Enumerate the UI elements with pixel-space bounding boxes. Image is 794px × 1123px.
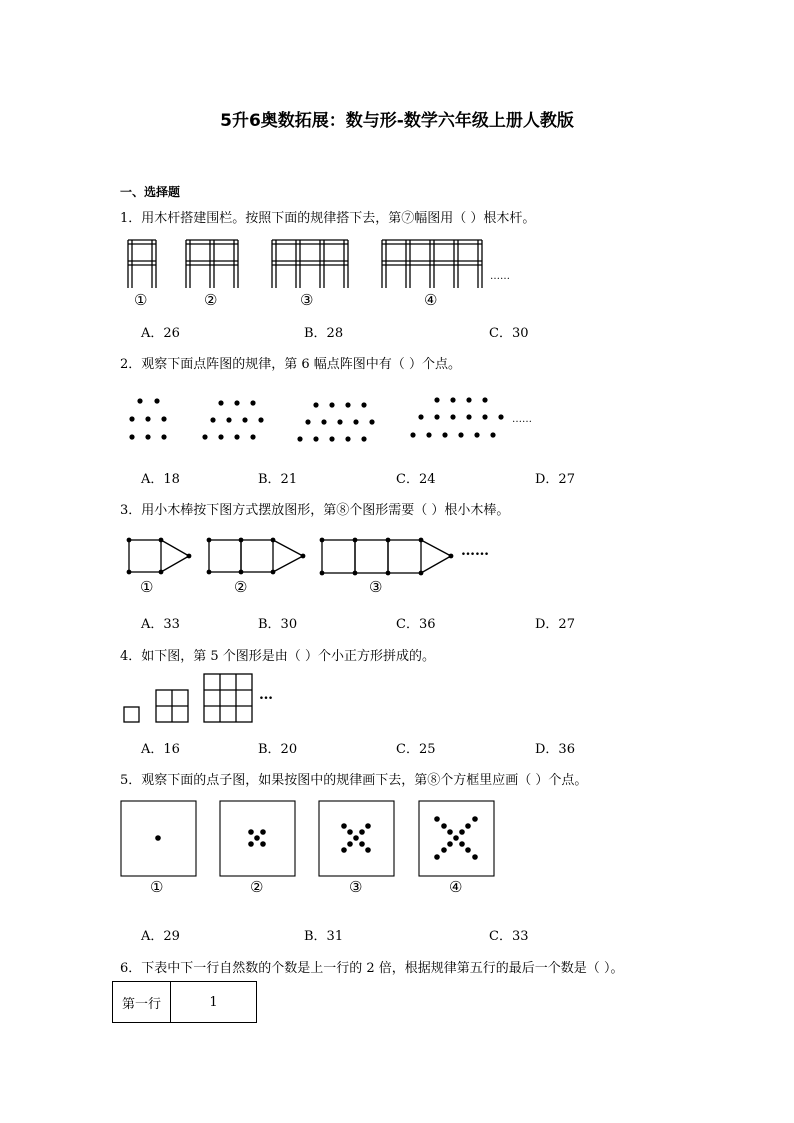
- question-3-ellipsis: ……: [461, 543, 489, 559]
- question-5-text: 5．观察下面的点子图，如果按图中的规律画下去，第⑧个方框里应画（ ）个点。: [120, 773, 588, 788]
- question-1-option-c[interactable]: C．30: [489, 326, 529, 341]
- question-5-label-3: ③: [349, 878, 363, 896]
- question-2-text: 2．观察下面点阵图的规律，第 6 幅点阵图中有（ ）个点。: [120, 357, 461, 372]
- question-1-label-2: ②: [204, 291, 218, 309]
- question-5-option-b[interactable]: B．31: [304, 929, 344, 944]
- question-4-ellipsis: …: [259, 687, 273, 703]
- question-4-option-b[interactable]: B．20: [258, 742, 298, 757]
- question-3-label-3: ③: [369, 578, 383, 596]
- question-1-label-1: ①: [134, 291, 148, 309]
- page-title: 5升6奥数拓展：数与形-数学六年级上册人教版: [220, 111, 574, 131]
- table-row-label: 第一行: [113, 982, 171, 1023]
- question-1-ellipsis: ……: [490, 271, 510, 282]
- question-4-text: 4．如下图，第 5 个图形是由（ ）个小正方形拼成的。: [120, 649, 435, 664]
- question-6-table: [112, 981, 257, 1023]
- question-3-option-c[interactable]: C．36: [396, 617, 436, 632]
- question-3-option-b[interactable]: B．30: [258, 617, 298, 632]
- question-1-label-3: ③: [300, 291, 314, 309]
- question-5-label-1: ①: [150, 878, 164, 896]
- question-3-text: 3．用小木棒按下图方式摆放图形，第⑧个图形需要（ ）根小木棒。: [120, 503, 510, 518]
- question-3-option-d[interactable]: D．27: [535, 617, 575, 632]
- question-3-option-a[interactable]: A．33: [141, 617, 180, 632]
- table-row-value: 1: [171, 982, 257, 1023]
- question-2-option-c[interactable]: C．24: [396, 472, 436, 487]
- question-1-text: 1．用木杆搭建围栏。按照下面的规律搭下去，第⑦幅图用（ ）根木杆。: [120, 211, 536, 226]
- section-heading: 一、选择题: [120, 185, 181, 199]
- question-2-option-b[interactable]: B．21: [258, 472, 298, 487]
- question-5-label-4: ④: [449, 878, 463, 896]
- table-row: [113, 982, 257, 1023]
- question-1-label-4: ④: [424, 291, 438, 309]
- question-2-option-a[interactable]: A．18: [141, 472, 180, 487]
- question-1-option-b[interactable]: B．28: [304, 326, 344, 341]
- question-3-label-2: ②: [234, 578, 248, 596]
- question-2-ellipsis: ……: [512, 414, 532, 425]
- question-2-option-d[interactable]: D．27: [535, 472, 575, 487]
- question-5-label-2: ②: [250, 878, 264, 896]
- question-1-option-a[interactable]: A．26: [141, 326, 180, 341]
- question-4-option-a[interactable]: A．16: [141, 742, 180, 757]
- question-4-option-d[interactable]: D．36: [535, 742, 575, 757]
- question-4-option-c[interactable]: C．25: [396, 742, 436, 757]
- question-5-option-a[interactable]: A．29: [141, 929, 180, 944]
- question-3-label-1: ①: [140, 578, 154, 596]
- question-5-option-c[interactable]: C．33: [489, 929, 529, 944]
- question-6-text: 6．下表中下一行自然数的个数是上一行的 2 倍，根据规律第五行的最后一个数是（ ）。: [120, 961, 624, 976]
